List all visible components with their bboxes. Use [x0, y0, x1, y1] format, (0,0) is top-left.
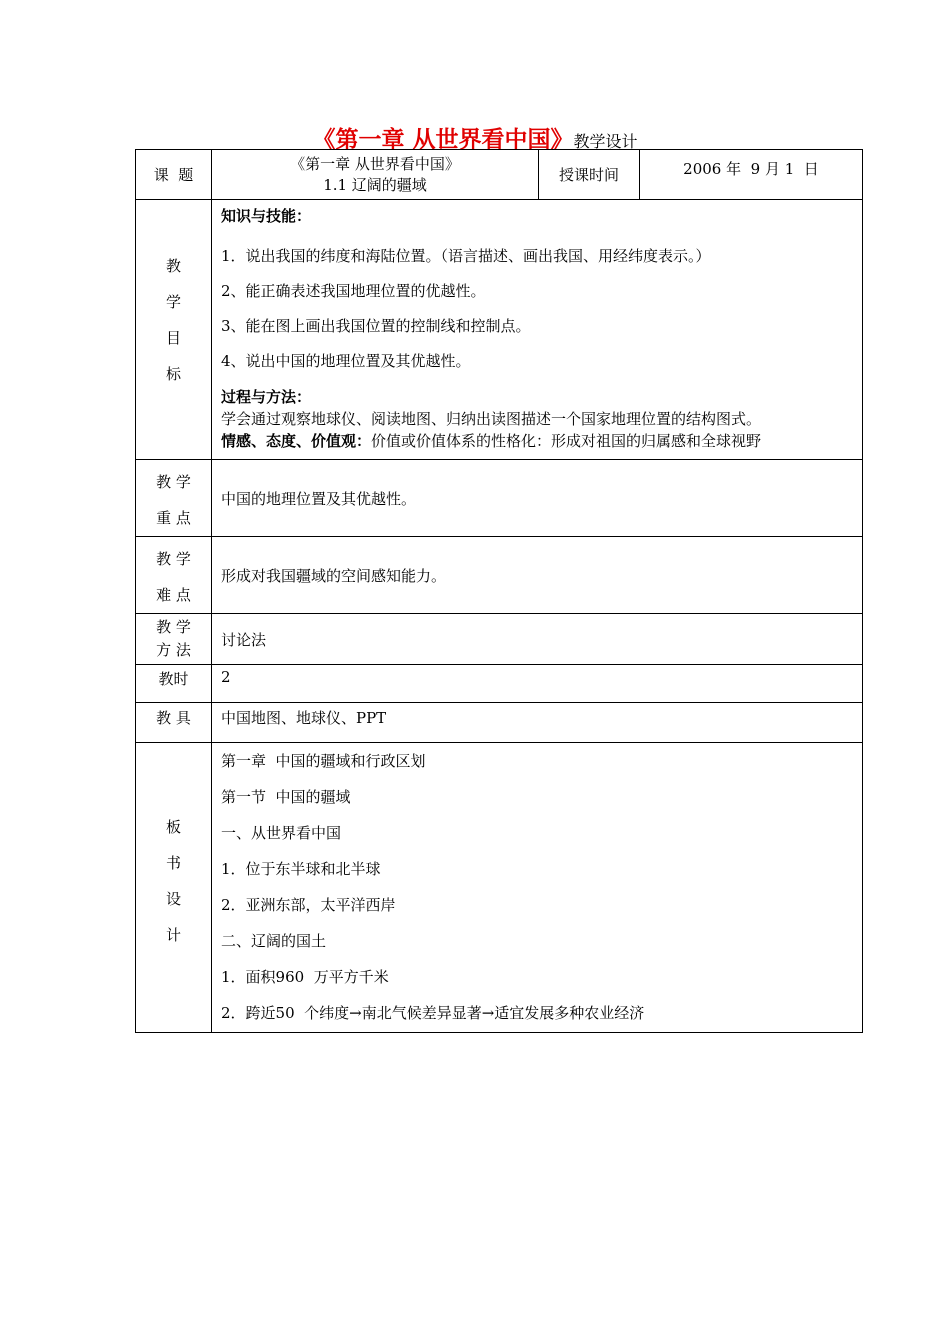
board-label-char: 计 [165, 926, 181, 944]
board-line: 2．亚洲东部，太平洋西岸 [221, 896, 396, 914]
board-line: 二、辽阔的国土 [221, 932, 327, 950]
method-content-cell [212, 614, 863, 665]
goals-label-char: 目 [165, 329, 181, 347]
difficult-points-label-line: 难 点 [156, 586, 191, 604]
difficult-points-label [136, 541, 211, 613]
key-points-label-line: 重 点 [156, 509, 191, 527]
hours-label-cell [136, 665, 212, 703]
board-line: 第一章 中国的疆域和行政区划 [221, 752, 426, 770]
knowledge-item: 1．说出我国的纬度和海陆位置。（语言描述、画出我国、用经纬度表示。） [221, 247, 711, 265]
goals-label-char: 教 [165, 257, 181, 275]
key-points-label [136, 464, 211, 536]
title-suffix: 教学设计 [573, 132, 638, 151]
tools-label: 教 具 [156, 709, 191, 727]
method-label [136, 616, 211, 662]
goals-label-cell [136, 200, 212, 460]
hours-value-cell [212, 665, 863, 703]
key-points-label-line: 教 学 [156, 473, 191, 491]
goals-content-cell [212, 200, 863, 460]
goals-row [136, 200, 863, 460]
emotion-text: 价值或价值体系的性格化：形成对祖国的归属感和全球视野 [371, 432, 762, 450]
difficult-points-row [136, 537, 863, 614]
difficult-points-content: 形成对我国疆域的空间感知能力。 [221, 566, 447, 585]
board-label-char: 设 [165, 890, 181, 908]
lesson-plan-table [135, 149, 863, 1033]
method-row [136, 614, 863, 665]
method-label-cell [136, 614, 212, 665]
time-value-cell [640, 150, 863, 200]
topic-row [136, 150, 863, 200]
method-label-line: 教 学 [156, 618, 191, 636]
knowledge-item: 4、说出中国的地理位置及其优越性。 [221, 352, 471, 370]
emotion-line [221, 430, 856, 452]
time-label: 授课时间 [558, 166, 619, 184]
time-value: 2006 年 9 月 1 日 [683, 160, 819, 178]
difficult-points-label-cell [136, 537, 212, 614]
tools-label-cell [136, 703, 212, 743]
board-line: 2．跨近50 个纬度→南北气候差异显著→适宜发展多种农业经济 [221, 1004, 645, 1022]
board-line: 1．位于东半球和北半球 [221, 860, 381, 878]
process-heading: 过程与方法： [221, 388, 312, 406]
topic-label-cell [136, 150, 212, 200]
method-label-line: 方 法 [156, 641, 191, 659]
goals-label [136, 248, 211, 392]
key-points-row [136, 460, 863, 537]
key-points-label-cell [136, 460, 212, 537]
time-label-cell [539, 150, 640, 200]
process-text: 学会通过观察地球仪、阅读地图、归纳出读图描述一个国家地理位置的结构图式。 [221, 410, 762, 428]
goals-label-char: 学 [165, 293, 181, 311]
hours-value: 2 [221, 668, 231, 686]
knowledge-item: 3、能在图上画出我国位置的控制线和控制点。 [221, 317, 531, 335]
board-content-cell [212, 743, 863, 1033]
tools-value-cell [212, 703, 863, 743]
key-points-content-cell [212, 460, 863, 537]
board-label-char: 板 [165, 818, 181, 836]
emotion-heading: 情感、态度、价值观： [221, 432, 372, 450]
knowledge-heading: 知识与技能： [221, 207, 312, 225]
difficult-points-content-cell [212, 537, 863, 614]
hours-label: 教时 [158, 670, 189, 688]
key-points-content: 中国的地理位置及其优越性。 [221, 489, 417, 508]
hours-row [136, 665, 863, 703]
topic-line-1: 《第一章 从世界看中国》 [290, 155, 460, 173]
topic-label: 课 题 [153, 166, 194, 184]
difficult-points-label-line: 教 学 [156, 550, 191, 568]
tools-row [136, 703, 863, 743]
method-content: 讨论法 [221, 630, 267, 649]
board-line: 1．面积960 万平方千米 [221, 968, 389, 986]
knowledge-item: 2、能正确表述我国地理位置的优越性。 [221, 282, 486, 300]
board-label-cell [136, 743, 212, 1033]
board-line: 一、从世界看中国 [221, 824, 342, 842]
board-label-char: 书 [165, 854, 181, 872]
board-row [136, 743, 863, 1033]
title-main: 《第一章 从世界看中国》 [312, 127, 574, 153]
board-label [136, 809, 211, 953]
goals-label-char: 标 [165, 365, 181, 383]
tools-value: 中国地图、地球仪、PPT [221, 709, 387, 727]
topic-value-cell [212, 150, 539, 200]
topic-line-2: 1.1 辽阔的疆域 [323, 176, 427, 194]
board-line: 第一节 中国的疆域 [221, 788, 351, 806]
